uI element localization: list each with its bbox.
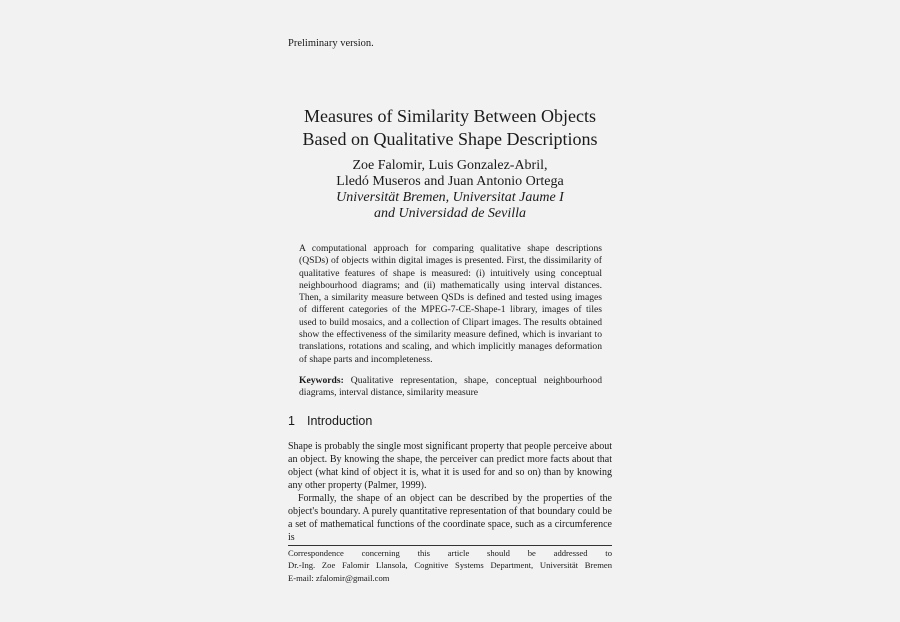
author-block <box>288 158 612 222</box>
section-title: Introduction <box>307 414 373 428</box>
paper-title <box>288 105 612 151</box>
keywords-label: Keywords: <box>299 375 344 386</box>
footnote-line-3: E-mail: zfalomir@gmail.com <box>288 572 390 583</box>
body-paragraph-2: Formally, the shape of an object can be described by the properties of the object's boundary. A purely quantitative representation of that boundary could be a set of mathematical functions of the coordinate space, such as a circumference is <box>288 493 612 543</box>
footnote-line-1: Correspondence concerning this article should be addressed to <box>288 548 612 558</box>
footnote-rule <box>288 545 612 546</box>
footnote-line-2: Dr.-Ing. Zoe Falomir Llansola, Cognitive Systems Department, Universität Bremen <box>288 560 612 571</box>
body-text <box>288 440 612 544</box>
section-heading <box>288 414 372 428</box>
keywords <box>299 375 602 400</box>
footnote <box>288 547 612 584</box>
title-line-2: Based on Qualitative Shape Descriptions <box>302 129 598 149</box>
authors-line-1: Zoe Falomir, Luis Gonzalez-Abril, <box>352 158 548 173</box>
body-paragraph-1: Shape is probably the single most significant property that people perceive about an object. By knowing the shape, the perceiver can predict more facts about that object (what kind of object it is, what it is used for and so on) than by knowing any other property (Palmer, 1999). <box>288 441 612 491</box>
affiliation-line-2: and Universidad de Sevilla <box>373 206 527 221</box>
keywords-text: Qualitative representation, shape, conceptual neighbourhood diagrams, interval distance, similarity measure <box>299 375 602 399</box>
title-line-1: Measures of Similarity Between Objects <box>304 106 596 126</box>
authors-line-2: Lledó Museros and Juan Antonio Ortega <box>336 174 564 189</box>
preliminary-note: Preliminary version. <box>288 38 374 49</box>
abstract: A computational approach for comparing qualitative shape descriptions (QSDs) of objects within digital images is presented. First, the dissimilarity of qualitative features of shape is measured: (i) intuitively using conceptual neighbourhood diagrams; and (ii) mathematically using interval distances. Then, a similarity measure between QSDs is defined and tested using images of different categories of the MPEG-7-CE-Shape-1 library, images of tiles used to build mosaics, and a collection of Clipart images. The results obtained show the effectiveness of the similarity measure defined, which is invariant to translations, rotations and scaling, and which implicitly manages deformation of shape parts and incompleteness. <box>299 243 602 365</box>
affiliation-line-1: Universität Bremen, Universitat Jaume I <box>336 190 564 205</box>
section-number: 1 <box>288 414 295 428</box>
